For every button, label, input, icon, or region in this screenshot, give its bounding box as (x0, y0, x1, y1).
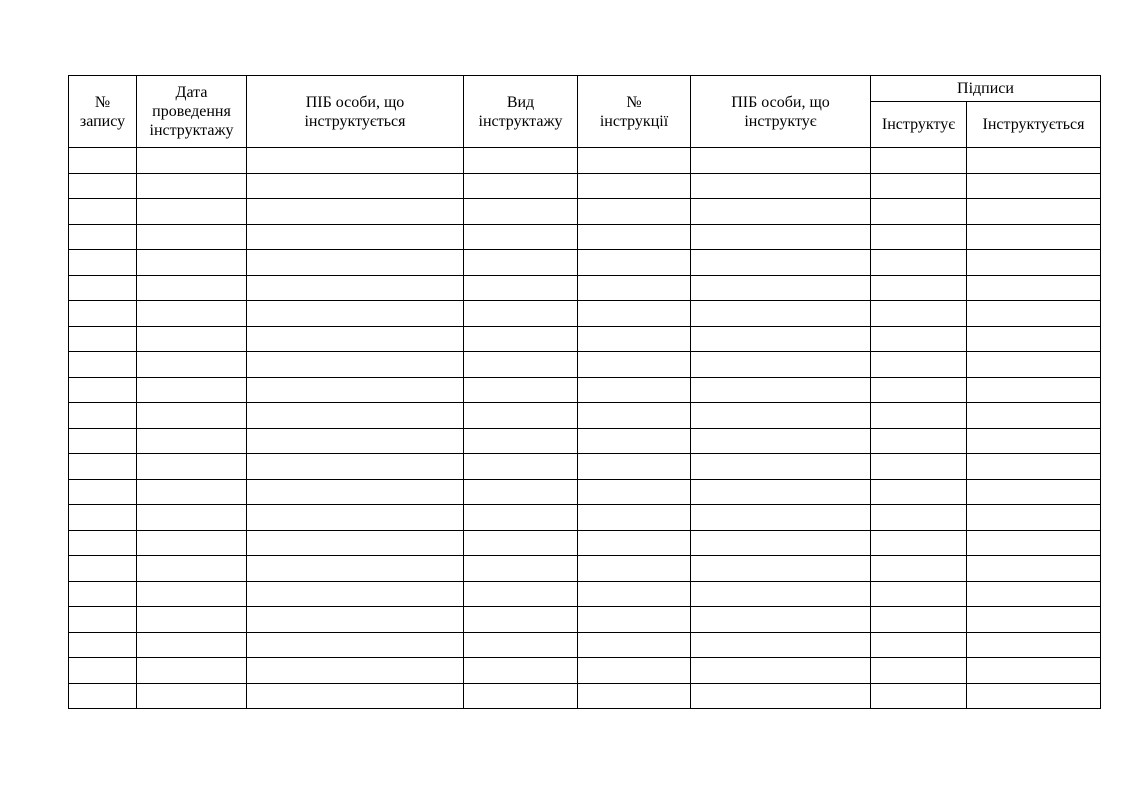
cell-instruction-number[interactable] (578, 173, 691, 199)
table-row (69, 556, 1101, 582)
header-instructed-person-name: ПІБ особи, що інструктується (247, 76, 464, 148)
cell-signature-instructor[interactable] (871, 683, 967, 709)
table-row (69, 479, 1101, 505)
cell-instructed-person-name[interactable] (247, 683, 464, 709)
cell-date[interactable] (137, 326, 247, 352)
cell-instructed-person-name[interactable] (247, 505, 464, 531)
table-row (69, 581, 1101, 607)
cell-date[interactable] (137, 454, 247, 480)
cell-date[interactable] (137, 275, 247, 301)
cell-record-number[interactable] (69, 326, 137, 352)
cell-instructor-name[interactable] (691, 173, 871, 199)
cell-signature-instructor[interactable] (871, 352, 967, 378)
cell-signature-instructor[interactable] (871, 326, 967, 352)
cell-date[interactable] (137, 683, 247, 709)
table-row (69, 275, 1101, 301)
cell-signature-instructor[interactable] (871, 403, 967, 429)
cell-signature-instructor[interactable] (871, 658, 967, 684)
cell-record-number[interactable] (69, 632, 137, 658)
cell-date[interactable] (137, 632, 247, 658)
cell-instructor-name[interactable] (691, 148, 871, 174)
table-row (69, 352, 1101, 378)
instruction-journal-table (68, 75, 1101, 709)
cell-date[interactable] (137, 224, 247, 250)
cell-instruction-number[interactable] (578, 250, 691, 276)
cell-signature-instructed[interactable] (967, 607, 1101, 633)
cell-instruction-number[interactable] (578, 530, 691, 556)
cell-instructed-person-name[interactable] (247, 658, 464, 684)
cell-record-number[interactable] (69, 454, 137, 480)
cell-record-number[interactable] (69, 199, 137, 225)
cell-instructor-name[interactable] (691, 454, 871, 480)
cell-record-number[interactable] (69, 352, 137, 378)
cell-instruction-type[interactable] (464, 454, 578, 480)
cell-instructor-name[interactable] (691, 632, 871, 658)
cell-date[interactable] (137, 173, 247, 199)
cell-signature-instructed[interactable] (967, 275, 1101, 301)
cell-instruction-type[interactable] (464, 173, 578, 199)
table-row (69, 199, 1101, 225)
cell-signature-instructor[interactable] (871, 199, 967, 225)
cell-instruction-type[interactable] (464, 658, 578, 684)
table-row (69, 454, 1101, 480)
cell-instructed-person-name[interactable] (247, 454, 464, 480)
cell-signature-instructor[interactable] (871, 428, 967, 454)
cell-instruction-number[interactable] (578, 428, 691, 454)
cell-instructed-person-name[interactable] (247, 301, 464, 327)
cell-signature-instructor[interactable] (871, 454, 967, 480)
cell-instructor-name[interactable] (691, 530, 871, 556)
cell-instruction-type[interactable] (464, 505, 578, 531)
cell-instruction-number[interactable] (578, 326, 691, 352)
cell-instruction-number[interactable] (578, 403, 691, 429)
cell-signature-instructor[interactable] (871, 632, 967, 658)
cell-instructor-name[interactable] (691, 301, 871, 327)
cell-instruction-type[interactable] (464, 581, 578, 607)
cell-instructed-person-name[interactable] (247, 556, 464, 582)
cell-record-number[interactable] (69, 658, 137, 684)
cell-date[interactable] (137, 530, 247, 556)
cell-instructor-name[interactable] (691, 479, 871, 505)
table-row (69, 377, 1101, 403)
cell-record-number[interactable] (69, 403, 137, 429)
cell-instruction-type[interactable] (464, 683, 578, 709)
cell-record-number[interactable] (69, 556, 137, 582)
cell-instructed-person-name[interactable] (247, 428, 464, 454)
table-row (69, 683, 1101, 709)
table-row (69, 505, 1101, 531)
cell-date[interactable] (137, 479, 247, 505)
cell-instructed-person-name[interactable] (247, 530, 464, 556)
table-row (69, 326, 1101, 352)
table-row (69, 632, 1101, 658)
table-row (69, 403, 1101, 429)
cell-signature-instructor[interactable] (871, 224, 967, 250)
table-row (69, 173, 1101, 199)
cell-instruction-type[interactable] (464, 224, 578, 250)
header-instruction-number: № інструкції (578, 76, 691, 148)
cell-instruction-type[interactable] (464, 632, 578, 658)
table-body (69, 148, 1101, 709)
cell-signature-instructed[interactable] (967, 658, 1101, 684)
cell-record-number[interactable] (69, 377, 137, 403)
cell-date[interactable] (137, 250, 247, 276)
cell-signature-instructor[interactable] (871, 556, 967, 582)
cell-signature-instructor[interactable] (871, 479, 967, 505)
cell-record-number[interactable] (69, 581, 137, 607)
cell-instructed-person-name[interactable] (247, 224, 464, 250)
cell-signature-instructed[interactable] (967, 403, 1101, 429)
cell-instructor-name[interactable] (691, 403, 871, 429)
table-row (69, 607, 1101, 633)
cell-record-number[interactable] (69, 479, 137, 505)
cell-signature-instructed[interactable] (967, 479, 1101, 505)
cell-instructed-person-name[interactable] (247, 173, 464, 199)
cell-date[interactable] (137, 148, 247, 174)
cell-signature-instructor[interactable] (871, 530, 967, 556)
cell-instruction-type[interactable] (464, 326, 578, 352)
table-row (69, 148, 1101, 174)
cell-signature-instructed[interactable] (967, 250, 1101, 276)
cell-date[interactable] (137, 301, 247, 327)
cell-instructor-name[interactable] (691, 275, 871, 301)
cell-date[interactable] (137, 658, 247, 684)
cell-signature-instructed[interactable] (967, 454, 1101, 480)
cell-instructor-name[interactable] (691, 199, 871, 225)
cell-date[interactable] (137, 505, 247, 531)
cell-instruction-type[interactable] (464, 301, 578, 327)
cell-instructor-name[interactable] (691, 581, 871, 607)
cell-instructed-person-name[interactable] (247, 199, 464, 225)
cell-signature-instructed[interactable] (967, 301, 1101, 327)
cell-record-number[interactable] (69, 505, 137, 531)
cell-signature-instructor[interactable] (871, 148, 967, 174)
cell-signature-instructor[interactable] (871, 275, 967, 301)
cell-record-number[interactable] (69, 607, 137, 633)
header-signature-instructed: Інструктується (967, 102, 1101, 148)
cell-instruction-type[interactable] (464, 530, 578, 556)
cell-signature-instructor[interactable] (871, 173, 967, 199)
cell-instruction-number[interactable] (578, 301, 691, 327)
cell-instruction-number[interactable] (578, 505, 691, 531)
cell-instruction-number[interactable] (578, 683, 691, 709)
cell-signature-instructor[interactable] (871, 377, 967, 403)
cell-instruction-type[interactable] (464, 275, 578, 301)
cell-instructor-name[interactable] (691, 326, 871, 352)
cell-date[interactable] (137, 352, 247, 378)
cell-signature-instructor[interactable] (871, 250, 967, 276)
cell-signature-instructed[interactable] (967, 173, 1101, 199)
cell-record-number[interactable] (69, 428, 137, 454)
cell-instructed-person-name[interactable] (247, 377, 464, 403)
cell-instructor-name[interactable] (691, 607, 871, 633)
cell-signature-instructed[interactable] (967, 530, 1101, 556)
cell-instruction-type[interactable] (464, 479, 578, 505)
table-row (69, 658, 1101, 684)
instruction-journal-sheet (68, 75, 1101, 709)
cell-signature-instructor[interactable] (871, 301, 967, 327)
table-row (69, 530, 1101, 556)
table-row (69, 428, 1101, 454)
header-signature-instructor: Інструктує (871, 102, 967, 148)
cell-instruction-number[interactable] (578, 352, 691, 378)
cell-instruction-number[interactable] (578, 607, 691, 633)
cell-instruction-type[interactable] (464, 607, 578, 633)
cell-signature-instructed[interactable] (967, 505, 1101, 531)
cell-instruction-number[interactable] (578, 632, 691, 658)
cell-instructed-person-name[interactable] (247, 581, 464, 607)
cell-record-number[interactable] (69, 224, 137, 250)
cell-instructor-name[interactable] (691, 224, 871, 250)
cell-instruction-type[interactable] (464, 148, 578, 174)
cell-instruction-number[interactable] (578, 377, 691, 403)
cell-signature-instructed[interactable] (967, 148, 1101, 174)
cell-instruction-type[interactable] (464, 428, 578, 454)
cell-instructed-person-name[interactable] (247, 607, 464, 633)
cell-signature-instructed[interactable] (967, 632, 1101, 658)
header-signatures: Підписи (871, 76, 1101, 102)
cell-instruction-number[interactable] (578, 479, 691, 505)
cell-signature-instructed[interactable] (967, 224, 1101, 250)
table-row (69, 301, 1101, 327)
cell-instructed-person-name[interactable] (247, 403, 464, 429)
cell-instructor-name[interactable] (691, 556, 871, 582)
cell-date[interactable] (137, 403, 247, 429)
cell-instruction-type[interactable] (464, 352, 578, 378)
cell-signature-instructed[interactable] (967, 683, 1101, 709)
cell-signature-instructor[interactable] (871, 581, 967, 607)
cell-record-number[interactable] (69, 275, 137, 301)
cell-instructor-name[interactable] (691, 658, 871, 684)
cell-record-number[interactable] (69, 683, 137, 709)
cell-date[interactable] (137, 428, 247, 454)
header-instruction-type: Вид інструктажу (464, 76, 578, 148)
cell-instruction-type[interactable] (464, 250, 578, 276)
cell-date[interactable] (137, 556, 247, 582)
cell-signature-instructor[interactable] (871, 505, 967, 531)
cell-signature-instructed[interactable] (967, 428, 1101, 454)
cell-instructor-name[interactable] (691, 352, 871, 378)
cell-instructor-name[interactable] (691, 505, 871, 531)
cell-instructed-person-name[interactable] (247, 479, 464, 505)
cell-signature-instructed[interactable] (967, 199, 1101, 225)
cell-instructed-person-name[interactable] (247, 352, 464, 378)
cell-signature-instructor[interactable] (871, 607, 967, 633)
cell-instructed-person-name[interactable] (247, 326, 464, 352)
cell-record-number[interactable] (69, 173, 137, 199)
header-date: Дата проведення інструктажу (137, 76, 247, 148)
header-record-number: № запису (69, 76, 137, 148)
cell-instructed-person-name[interactable] (247, 275, 464, 301)
cell-instruction-number[interactable] (578, 275, 691, 301)
cell-instruction-type[interactable] (464, 556, 578, 582)
cell-instructor-name[interactable] (691, 428, 871, 454)
table-row (69, 250, 1101, 276)
cell-date[interactable] (137, 199, 247, 225)
cell-instructed-person-name[interactable] (247, 632, 464, 658)
cell-date[interactable] (137, 607, 247, 633)
cell-instructed-person-name[interactable] (247, 250, 464, 276)
cell-record-number[interactable] (69, 250, 137, 276)
cell-instruction-number[interactable] (578, 224, 691, 250)
cell-instruction-type[interactable] (464, 199, 578, 225)
cell-instruction-number[interactable] (578, 556, 691, 582)
cell-instruction-number[interactable] (578, 454, 691, 480)
cell-instruction-number[interactable] (578, 148, 691, 174)
cell-instructed-person-name[interactable] (247, 148, 464, 174)
cell-signature-instructed[interactable] (967, 326, 1101, 352)
cell-instructor-name[interactable] (691, 377, 871, 403)
cell-record-number[interactable] (69, 301, 137, 327)
cell-instruction-number[interactable] (578, 199, 691, 225)
cell-signature-instructed[interactable] (967, 352, 1101, 378)
cell-record-number[interactable] (69, 530, 137, 556)
header-instructor-name: ПІБ особи, що інструктує (691, 76, 871, 148)
cell-signature-instructed[interactable] (967, 556, 1101, 582)
cell-instruction-number[interactable] (578, 658, 691, 684)
cell-instruction-number[interactable] (578, 581, 691, 607)
table-row (69, 224, 1101, 250)
cell-instructor-name[interactable] (691, 683, 871, 709)
cell-instruction-type[interactable] (464, 377, 578, 403)
cell-date[interactable] (137, 377, 247, 403)
cell-date[interactable] (137, 581, 247, 607)
cell-instruction-type[interactable] (464, 403, 578, 429)
cell-record-number[interactable] (69, 148, 137, 174)
cell-signature-instructed[interactable] (967, 377, 1101, 403)
cell-signature-instructed[interactable] (967, 581, 1101, 607)
cell-instructor-name[interactable] (691, 250, 871, 276)
